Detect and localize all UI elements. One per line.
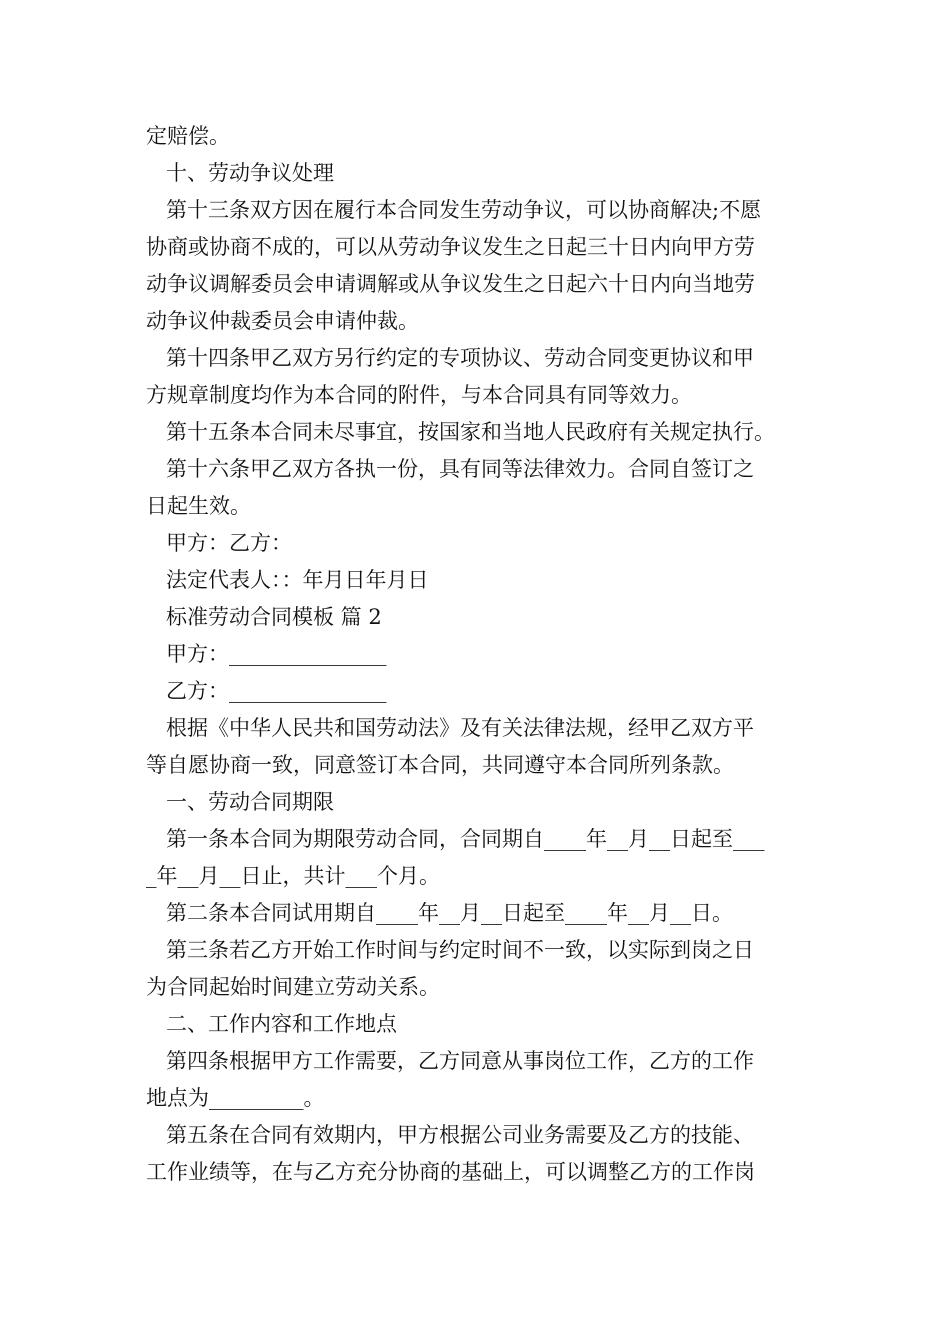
party-a-field: 甲方：_______________ (166, 642, 387, 666)
text-line: 根据《中华人民共和国劳动法》及有关法律法规，经甲乙双方平 (166, 716, 754, 740)
text-line: 第十四条甲乙双方另行约定的专项协议、劳动合同变更协议和甲 (166, 346, 754, 370)
signature-line: 法定代表人：：年月日年月日 (166, 568, 429, 592)
signature-line: 甲方：乙方： (166, 531, 292, 555)
text-line: 第十六条甲乙双方各执一份，具有同等法律效力。合同自签订之 (166, 457, 754, 481)
section-heading: 一、劳动合同期限 (166, 790, 334, 814)
text-line: 第五条在合同有效期内，甲方根据公司业务需要及乙方的技能、 (166, 1123, 754, 1147)
section-heading: 十、劳动争议处理 (166, 161, 334, 185)
text-line: 第二条本合同试用期自____年__月__日起至____年__月__日。 (166, 901, 733, 925)
text-line: 地点为_________。 (146, 1086, 325, 1110)
text-line: 工作业绩等，在与乙方充分协商的基础上，可以调整乙方的工作岗 (146, 1160, 755, 1184)
text-line: 第十三条双方因在履行本合同发生劳动争议，可以协商解决;不愿 (166, 198, 762, 222)
text-line: _年__月__日止，共计___个月。 (146, 864, 440, 888)
text-line: 第一条本合同为期限劳动合同，合同期自____年__月__日起至___ (166, 827, 765, 851)
section-heading: 二、工作内容和工作地点 (166, 1012, 397, 1036)
text-line: 动争议仲裁委员会申请仲裁。 (146, 309, 419, 333)
document-subtitle: 标准劳动合同模板 篇 2 (166, 605, 382, 629)
text-line: 日起生效。 (146, 494, 251, 518)
text-line: 协商或协商不成的，可以从劳动争议发生之日起三十日内向甲方劳 (146, 235, 755, 259)
text-line: 第四条根据甲方工作需要，乙方同意从事岗位工作，乙方的工作 (166, 1049, 754, 1073)
text-line: 方规章制度均作为本合同的附件，与本合同具有同等效力。 (146, 383, 692, 407)
text-line: 定赔偿。 (146, 124, 230, 148)
text-line: 为合同起始时间建立劳动关系。 (146, 975, 440, 999)
text-line: 等自愿协商一致，同意签订本合同，共同遵守本合同所列条款。 (146, 753, 734, 777)
party-b-field: 乙方：_______________ (166, 679, 387, 703)
text-line: 动争议调解委员会申请调解或从争议发生之日起六十日内向当地劳 (146, 272, 755, 296)
text-line: 第十五条本合同未尽事宜，按国家和当地人民政府有关规定执行。 (166, 420, 775, 444)
text-line: 第三条若乙方开始工作时间与约定时间不一致，以实际到岗之日 (166, 938, 754, 962)
